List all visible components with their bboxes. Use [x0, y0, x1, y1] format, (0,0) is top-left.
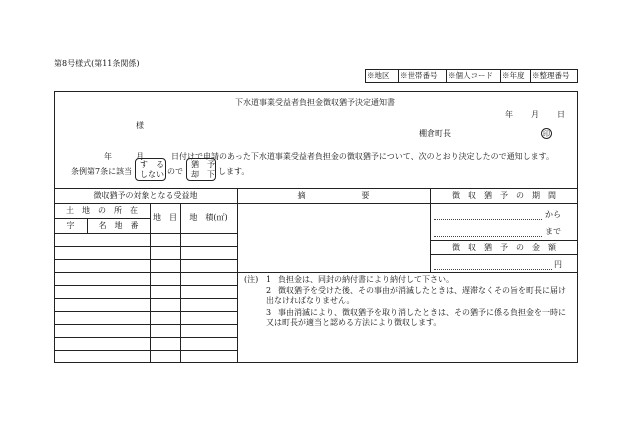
note-3-text: 事由消滅により、徴収猶予を取り消したときは、その猶予に係る負担金を一時に — [278, 308, 566, 317]
amount-line — [434, 269, 552, 270]
table-header-period: 徴 収 猶 予 の 期 間 — [452, 191, 556, 200]
column-location: 土 地 の 所 在 — [66, 206, 138, 215]
date-month: 月 — [531, 110, 539, 119]
header-cell-household: ※世帯番号 — [400, 71, 438, 80]
header-cell-fiscal-year: ※年度 — [502, 71, 525, 80]
body-text: 日付けで申請のあった下水道事業受益者負担金の徴収猶予について、次のとおり決定したので通知します。 — [171, 152, 554, 161]
option-kyoka: 猶 予 — [191, 160, 215, 169]
period-to-line — [434, 236, 542, 237]
period-from-line — [434, 219, 542, 220]
note-3-continuation: 又は町長が適当と認める方法により徴収します。 — [266, 318, 442, 327]
body-month: 月 — [136, 152, 144, 161]
date-day: 日 — [557, 110, 565, 119]
note-1-number: 1 — [266, 275, 272, 284]
table-header-amount: 徴 収 猶 予 の 金 額 — [452, 243, 556, 252]
form-number: 第8号様式(第11条関係) — [54, 59, 140, 68]
notice-title: 下水道事業受益者負担金徴収猶予決定通知書 — [235, 98, 395, 107]
header-cell-personal-code: ※個人コード — [448, 71, 493, 80]
body-year: 年 — [104, 152, 112, 161]
issuer: 棚倉町長 — [419, 129, 451, 138]
option-shinai: しない — [140, 170, 164, 179]
note-1-text: 負担金は、同封の納付書により納付して下さい。 — [278, 275, 454, 284]
table-header-land: 徴収猶予の対象となる受益地 — [93, 191, 198, 200]
body-prefix: 条例第7条に該当 — [71, 167, 133, 176]
header-cell-district: ※地区 — [367, 71, 390, 80]
seal-mark: 印 — [543, 130, 550, 138]
note-2-text: 徴収猶予を受けた後、その事由が消滅したときは、遅滞なくその旨を町長に届け — [278, 286, 566, 295]
body-suffix: します。 — [218, 167, 250, 176]
amount-yen: 円 — [554, 260, 562, 269]
note-2-number: 2 — [266, 286, 272, 295]
option-kyakka: 却 下 — [191, 170, 215, 179]
date-year: 年 — [505, 110, 513, 119]
column-aza: 字 — [66, 221, 75, 230]
period-to-label: まで — [545, 227, 561, 236]
period-from-label: から — [545, 210, 561, 219]
addressee-suffix: 様 — [136, 121, 144, 130]
column-chiban: 名 地 番 — [98, 221, 139, 230]
table-header-summary: 摘 要 — [297, 191, 370, 200]
option-suru: す る — [140, 160, 164, 169]
body-connector: ので — [167, 167, 183, 176]
note-3-number: 3 — [266, 308, 272, 317]
column-chimoku: 地 目 — [153, 213, 177, 222]
notes-label: (注) — [244, 275, 259, 284]
column-chiseki: 地 積(㎡) — [189, 213, 228, 222]
note-2-continuation: 出なければなりません。 — [266, 296, 355, 305]
header-cell-reference-no: ※整理番号 — [532, 71, 570, 80]
